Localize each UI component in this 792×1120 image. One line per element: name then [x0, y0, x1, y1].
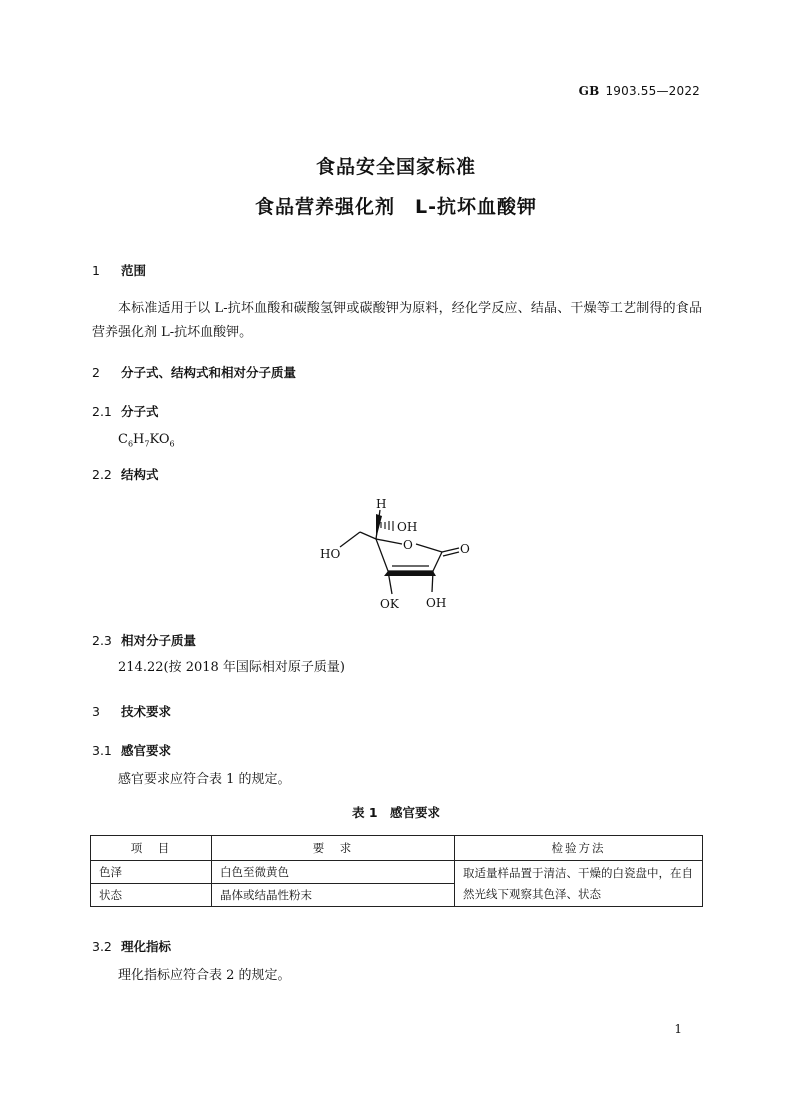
bond-carbonyl-2 — [443, 552, 459, 556]
section-number: 2.2 — [92, 467, 112, 482]
standard-code — [579, 84, 700, 98]
table-row — [91, 861, 703, 884]
hashed-bond — [381, 521, 393, 531]
section-number: 3.1 — [92, 743, 112, 758]
section-title: 结构式 — [121, 467, 159, 482]
section-title: 技术要求 — [121, 704, 172, 719]
item-cell: 状态 — [91, 884, 212, 907]
sensory-table — [90, 835, 703, 907]
method-cell: 取适量样品置于清洁、干燥的白瓷盘中，在自然光线下观察其色泽、状态 — [455, 861, 703, 907]
section-number: 2.1 — [92, 404, 112, 419]
header-requirement: 要 求 — [212, 836, 455, 861]
atom-h: H — [376, 497, 387, 511]
molecular-mass: 214.22(按 2018 年国际相对原子质量) — [118, 660, 345, 675]
section-title: 范围 — [121, 263, 147, 278]
section-title: 分子式、结构式和相对分子质量 — [121, 365, 297, 380]
scope-paragraph: 本标准适用于以 L-抗坏血酸和碳酸氢钾或碳酸钾为原料，经化学反应、结晶、干燥等工艺制得的食品营养强化剂 L-抗坏血酸钾。 — [92, 301, 702, 340]
section-3-1-heading — [92, 741, 171, 759]
bold-ring-bond — [384, 571, 436, 576]
page-number: 1 — [674, 1022, 682, 1036]
header-item: 项 目 — [91, 836, 212, 861]
header-method: 检验方法 — [455, 836, 703, 861]
atom-ho: HO — [320, 547, 341, 561]
document-title-line2: 食品营养强化剂 L-抗坏血酸钾 — [255, 196, 537, 218]
section-number: 3 — [92, 704, 100, 719]
document-title-line1: 食品安全国家标准 — [315, 156, 476, 178]
section-number: 3.2 — [92, 939, 112, 954]
bond-carbonyl-1 — [442, 548, 459, 552]
section-number: 1 — [92, 263, 100, 278]
item-cell: 色泽 — [91, 861, 212, 884]
section-title: 分子式 — [121, 404, 159, 419]
atom-o-ring: O — [403, 538, 413, 552]
standard-number: 1903.55—2022 — [605, 84, 700, 98]
section-2-heading — [92, 363, 296, 381]
sensory-paragraph: 感官要求应符合表 1 的规定。 — [118, 772, 291, 787]
section-2-3-heading — [92, 631, 196, 649]
bond-side-chain — [360, 532, 376, 539]
atom-oh-bottom: OH — [426, 596, 447, 610]
bond-ring-o-right — [416, 544, 442, 552]
atom-ok: OK — [380, 597, 399, 611]
standard-prefix: GB — [578, 84, 600, 98]
molecular-formula: $C_6H_7KO_6$ — [118, 432, 175, 449]
section-2-1-heading — [92, 402, 159, 420]
requirement-cell: 白色至微黄色 — [212, 861, 455, 884]
physchem-paragraph: 理化指标应符合表 2 的规定。 — [118, 968, 291, 983]
section-number: 2 — [92, 365, 100, 380]
section-3-2-heading — [92, 937, 171, 955]
table-header-row — [91, 836, 703, 861]
atom-oh-side: OH — [397, 520, 418, 534]
atom-o-carbonyl: O — [460, 542, 470, 556]
section-3-heading — [92, 702, 171, 720]
section-title: 感官要求 — [121, 743, 172, 758]
section-title: 理化指标 — [121, 939, 172, 954]
section-title: 相对分子质量 — [121, 633, 197, 648]
section-2-2-heading — [92, 465, 159, 483]
section-1-heading — [92, 261, 146, 279]
table-1-caption: 表 1 感官要求 — [351, 805, 441, 820]
structural-formula — [318, 492, 478, 617]
bond-c3-c4 — [376, 539, 388, 571]
bond-c1-c2 — [433, 552, 442, 571]
requirement-cell: 晶体或结晶性粉末 — [212, 884, 455, 907]
bond-ring-o-left — [376, 539, 402, 544]
section-number: 2.3 — [92, 633, 112, 648]
bond-ch2oh — [340, 532, 360, 547]
